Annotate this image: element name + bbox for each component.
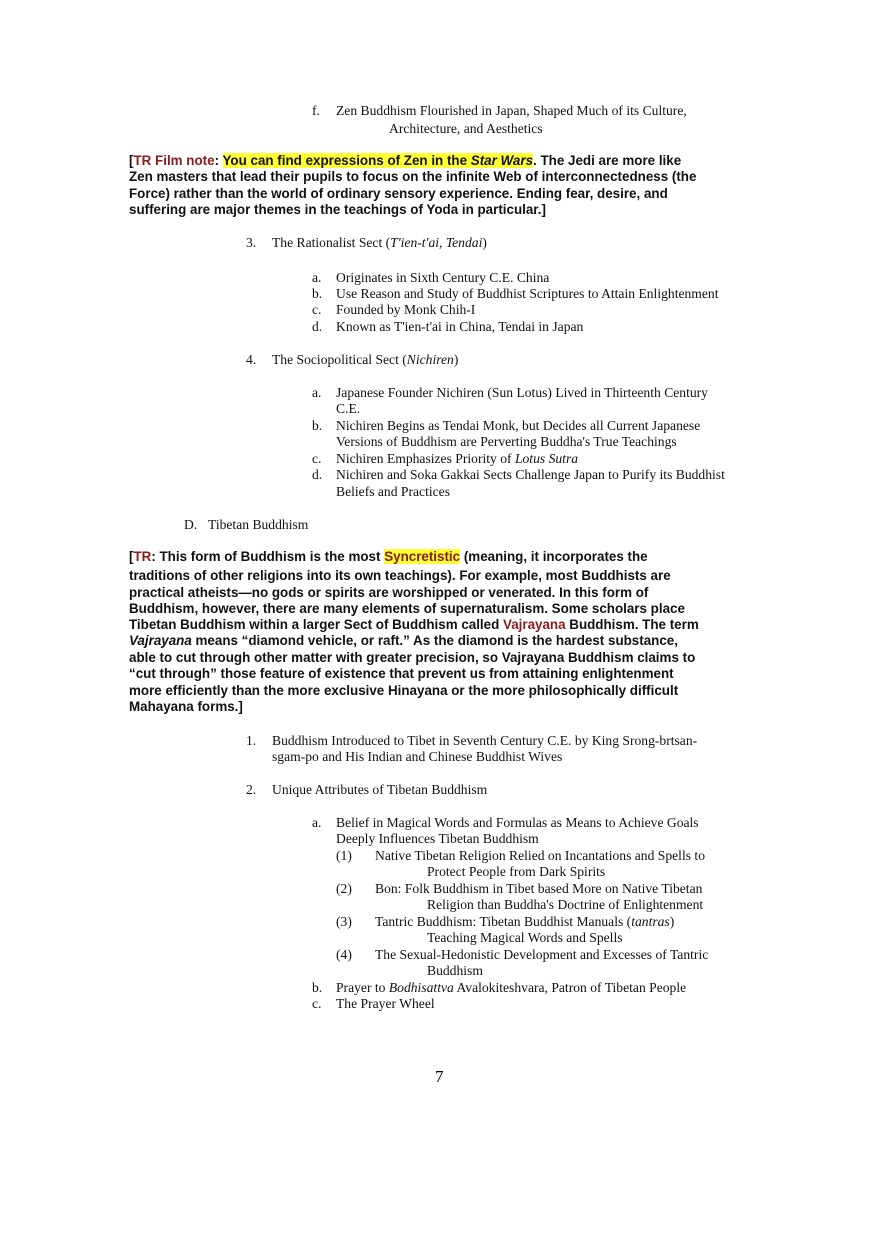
note-line: more efficiently than the more exclusive Hinayana or the more philosophically difficult (129, 683, 679, 698)
section-title (272, 235, 487, 251)
list-item (336, 980, 686, 996)
list-item: Nichiren and Soka Gakkai Sects Challenge Japan to Purify its Buddhist (336, 467, 725, 482)
note-line (129, 549, 648, 565)
item-italic: tantras (631, 914, 670, 929)
note-line: “cut through” those feature of existence that prevent us from attaining enlightenment (129, 666, 674, 681)
bracket: [ (129, 549, 134, 564)
note-text: means “diamond vehicle, or raft.” As the diamond is the hardest substance, (191, 633, 678, 648)
list-label: b. (312, 418, 323, 433)
list-item-cont: Versions of Buddhism are Perverting Buddha's True Teachings (336, 434, 677, 449)
section-title: Unique Attributes of Tibetan Buddhism (272, 782, 488, 797)
list-item: Use Reason and Study of Buddhist Scriptures to Attain Enlightenment (336, 286, 719, 301)
note-text: Buddhism. The term (565, 617, 699, 632)
list-item (336, 451, 578, 467)
list-item: Japanese Founder Nichiren (Sun Lotus) Lived in Thirteenth Century (336, 385, 708, 400)
item-italic: Lotus Sutra (514, 451, 579, 466)
list-item: Originates in Sixth Century C.E. China (336, 270, 550, 285)
title-close: ) (453, 352, 459, 367)
list-item: Nichiren Begins as Tendai Monk, but Decides all Current Japanese (336, 418, 701, 433)
highlight-text: You can find expressions of Zen in the (222, 153, 471, 168)
sublist-item (375, 914, 674, 930)
note-line: suffering are major themes in the teachings of Yoda in particular.] (129, 202, 546, 217)
list-number: 2. (246, 782, 257, 797)
note-line: Zen masters that lead their pupils to focus on the infinite Web of interconnectedness (the (129, 169, 697, 184)
note-text: Tibetan Buddhism within a larger Sect of Buddhism called (129, 617, 504, 632)
note-text: (meaning, it incorporates the (460, 549, 648, 564)
list-item: Founded by Monk Chih-I (336, 302, 476, 317)
note-line (129, 617, 699, 633)
list-number: 3. (246, 235, 257, 250)
sublist-item-cont: Teaching Magical Words and Spells (427, 930, 623, 945)
list-item-cont: Architecture, and Aesthetics (389, 121, 543, 136)
sublist-item: Bon: Folk Buddhism in Tibet based More on Native Tibetan (375, 881, 703, 896)
sublist-item: The Sexual-Hedonistic Development and Excesses of Tantric (375, 947, 709, 962)
note-tag: TR (133, 549, 152, 564)
list-label: c. (312, 996, 322, 1011)
sublist-item: Native Tibetan Religion Relied on Incantations and Spells to (375, 848, 705, 863)
sublist-label: (4) (336, 947, 352, 962)
note-line: practical atheists—no gods or spirits are worshipped or venerated. In this form of (129, 585, 649, 600)
highlight-italic: Star Wars (470, 153, 534, 168)
list-number: 4. (246, 352, 257, 367)
note-line: traditions of other religions into its own teachings). For example, most Buddhists are (129, 568, 671, 583)
list-item: Belief in Magical Words and Formulas as Means to Achieve Goals (336, 815, 699, 830)
item-text: Prayer to (336, 980, 389, 995)
list-label: d. (312, 319, 323, 334)
list-label: d. (312, 467, 323, 482)
list-item: The Prayer Wheel (336, 996, 435, 1011)
list-number: 1. (246, 733, 257, 748)
list-label: f. (312, 103, 320, 118)
note-line: Buddhism, however, there are many elements of supernaturalism. Some scholars place (129, 601, 685, 616)
sublist-item-cont: Protect People from Dark Spirits (427, 864, 606, 879)
page-number: 7 (435, 1067, 444, 1086)
note-text: : This form of Buddhism is the most (151, 549, 385, 564)
list-item: Known as T'ien-t'ai in China, Tendai in Japan (336, 319, 584, 334)
sublist-label: (3) (336, 914, 352, 929)
list-label: b. (312, 286, 323, 301)
item-text: Nichiren Emphasizes Priority of (336, 451, 515, 466)
list-label: a. (312, 270, 322, 285)
item-text: ) (669, 914, 675, 929)
list-item-cont: C.E. (336, 401, 361, 416)
bracket: [ (129, 153, 134, 168)
item-text: Avalokiteshvara, Patron of Tibetan People (453, 980, 687, 995)
title-italic: Nichiren (406, 352, 454, 367)
list-item: Buddhism Introduced to Tibet in Seventh Century C.E. by King Srong-brtsan- (272, 733, 698, 748)
note-italic: Vajrayana (129, 633, 192, 648)
list-item-cont: sgam-po and His Indian and Chinese Buddhist Wives (272, 749, 563, 764)
title-text: The Sociopolitical Sect ( (272, 352, 407, 367)
list-item-cont: Beliefs and Practices (336, 484, 450, 499)
list-item-cont: Deeply Influences Tibetan Buddhism (336, 831, 539, 846)
list-label: c. (312, 451, 322, 466)
section-title (272, 352, 458, 368)
note-line: Mahayana forms.] (129, 699, 243, 714)
note-line: Force) rather than the world of ordinary sensory experience. Ending fear, desire, and (129, 186, 668, 201)
note-line (129, 153, 681, 169)
list-item: Zen Buddhism Flourished in Japan, Shaped Much of its Culture, (336, 103, 687, 118)
sublist-label: (2) (336, 881, 352, 896)
colon: : (214, 153, 223, 168)
title-text: The Rationalist Sect ( (272, 235, 391, 250)
note-line (129, 633, 678, 649)
highlight: Syncretistic (384, 549, 461, 564)
list-label: b. (312, 980, 323, 995)
sublist-item-cont: Buddhism (427, 963, 483, 978)
list-label: a. (312, 385, 322, 400)
sublist-item-cont: Religion than Buddha's Doctrine of Enlightenment (427, 897, 704, 912)
highlight (223, 153, 534, 168)
note-line: able to cut through other matter with greater precision, so Vajrayana Buddhism claims to (129, 650, 696, 665)
section-heading: Tibetan Buddhism (208, 517, 309, 532)
note-red-term: Vajrayana (503, 617, 566, 632)
item-text: Tantric Buddhism: Tibetan Buddhist Manuals ( (375, 914, 632, 929)
title-italic: T'ien-t'ai, Tendai (390, 235, 483, 250)
list-label: c. (312, 302, 322, 317)
note-tag: TR Film note (133, 153, 215, 168)
section-label: D. (184, 517, 198, 532)
note-text: . The Jedi are more like (533, 153, 682, 168)
title-close: ) (482, 235, 487, 250)
item-italic: Bodhisattva (388, 980, 454, 995)
sublist-label: (1) (336, 848, 352, 863)
list-label: a. (312, 815, 322, 830)
